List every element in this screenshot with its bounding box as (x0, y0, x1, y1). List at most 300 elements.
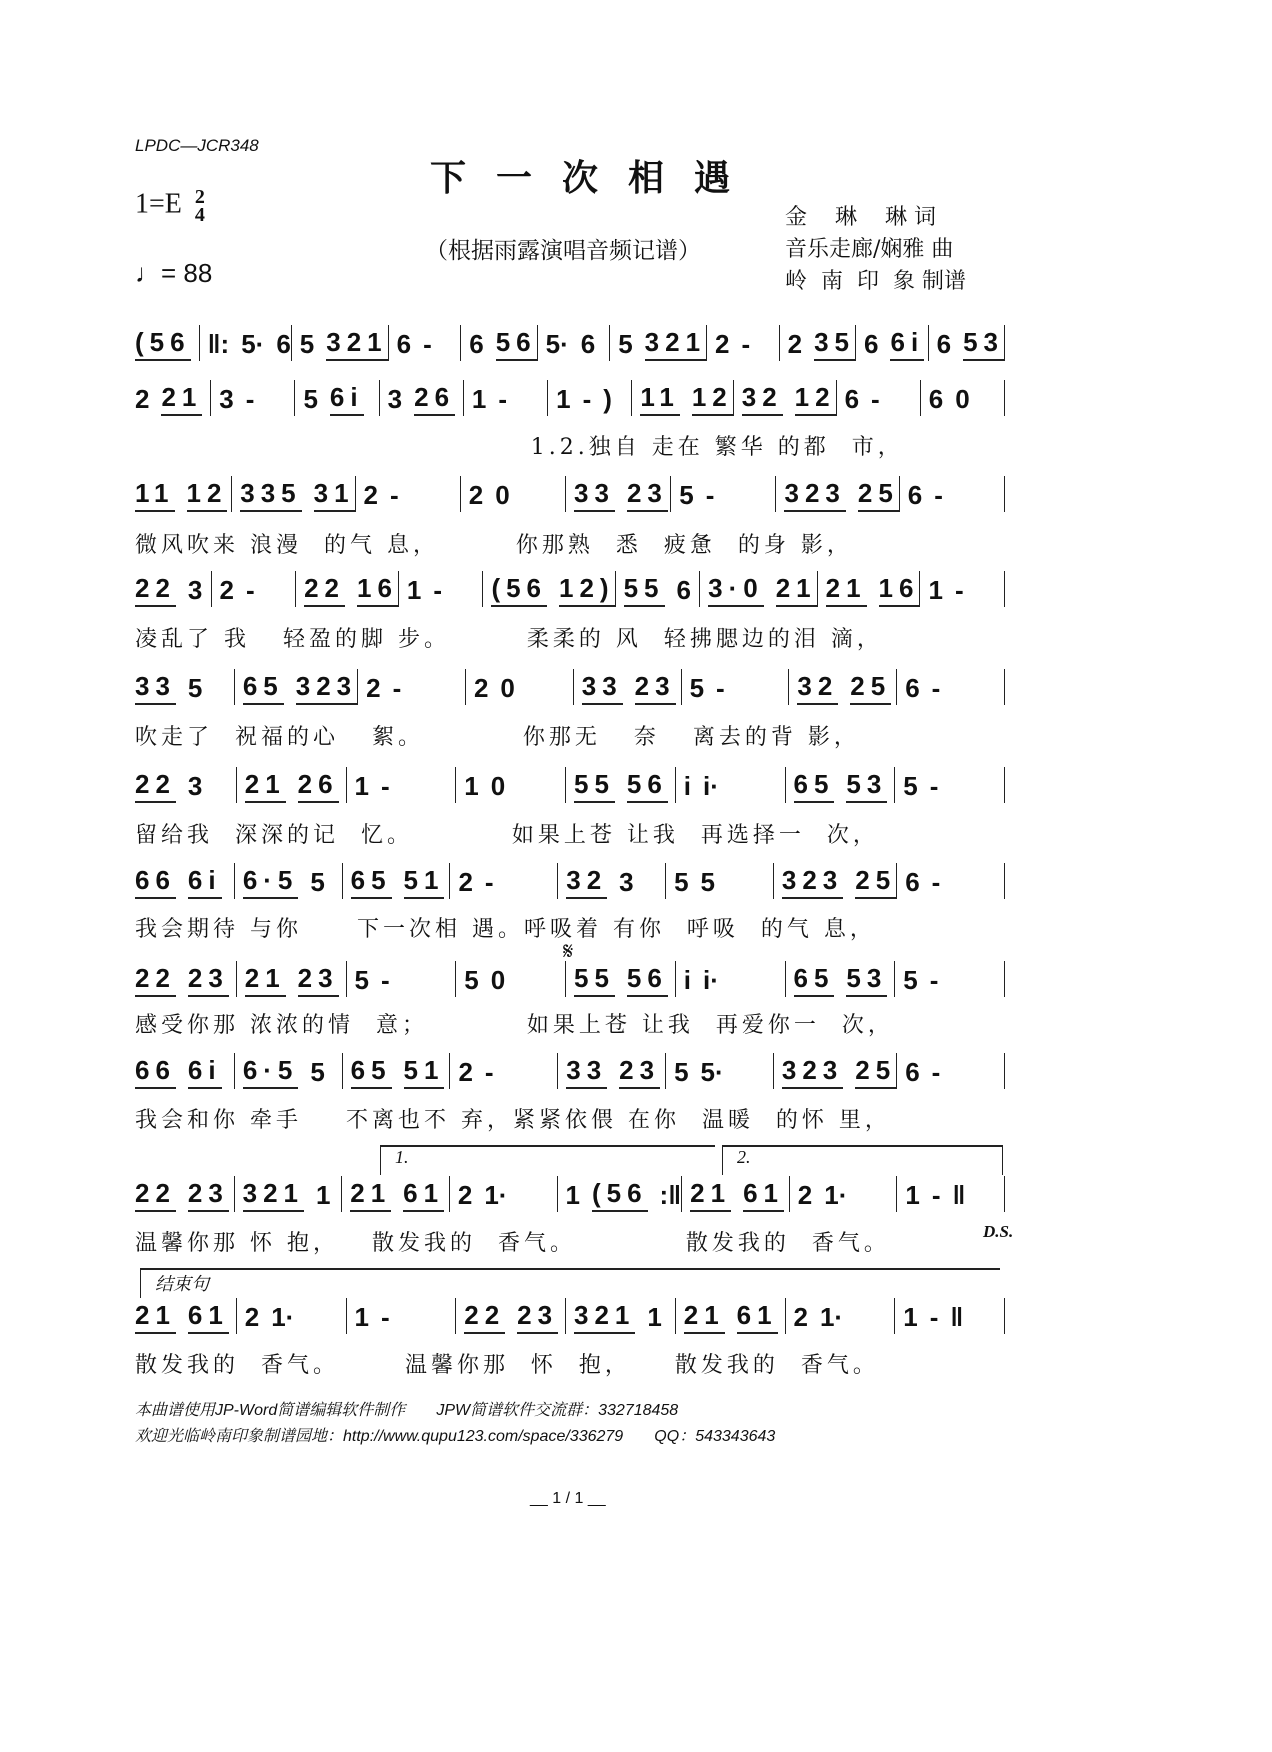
lyric-line: 微风吹来 浪漫 的气 息， 你那熟 悉 疲惫 的身 影， (135, 533, 853, 558)
note-group: (56 (491, 571, 547, 607)
note-group: 6i (890, 325, 924, 361)
note-group: 5 (618, 329, 633, 359)
volta-1: 1. (380, 1145, 715, 1175)
notation-row (135, 1298, 1005, 1334)
note-group: - (390, 480, 399, 510)
note-group: 5 (299, 329, 315, 359)
note-group: 1 (556, 384, 571, 414)
measure (706, 325, 779, 361)
measure (547, 380, 631, 416)
note-group: 6·5 (243, 863, 299, 899)
note-group: 323 (296, 669, 357, 705)
note-group: 1· (271, 1302, 295, 1332)
note-group: 5 (187, 673, 203, 703)
note-group: 22 (135, 961, 176, 997)
footer-line-1: 本曲谱使用JP-Word简谱编辑软件制作 JPW简谱软件交流群：332718458 (135, 1402, 679, 1419)
note-group: 6 (928, 384, 944, 414)
measure (565, 1298, 675, 1334)
measure (665, 863, 773, 899)
note-group: ‖ (952, 1180, 966, 1210)
measure (234, 1053, 342, 1089)
note-group: - (392, 673, 402, 703)
note-group: 3 (387, 384, 403, 414)
note-group: - (484, 867, 494, 897)
lyric-line: 感受你那 浓浓的情 意； 如果上苍 让我 再爱你一 次， (135, 1013, 894, 1038)
page-number: __ 1 / 1 __ (530, 1490, 606, 1507)
measure (231, 476, 354, 512)
note-group: - (931, 867, 941, 897)
note-group: :‖ (659, 1180, 682, 1210)
note-group: 2 (793, 1302, 808, 1332)
measure (785, 961, 895, 997)
note-group: 55 (624, 571, 665, 607)
note-group: 61 (737, 1298, 778, 1334)
measure (357, 669, 465, 705)
note-group: 5 (303, 384, 318, 414)
measure (609, 325, 706, 361)
note-group: - (741, 329, 751, 359)
measure (665, 1053, 773, 1089)
measure (135, 1053, 234, 1089)
note-group: 21 (135, 1298, 176, 1334)
note-group: 65 (243, 669, 284, 705)
note-group: 33 (566, 1053, 607, 1089)
measure (236, 767, 346, 803)
note-group: 53 (846, 961, 887, 997)
notation-row (135, 1176, 1005, 1212)
note-group: 53 (963, 325, 1004, 361)
measure (291, 325, 388, 361)
measure (455, 767, 565, 803)
note-group: 23 (619, 1053, 660, 1089)
note-group: - (929, 965, 939, 995)
note-group: 16 (879, 571, 920, 607)
measure (398, 571, 483, 607)
measure (733, 380, 836, 416)
measure (234, 1176, 342, 1212)
measure (449, 1176, 557, 1212)
note-group: 33 (582, 669, 623, 705)
note-group: 5 (679, 480, 694, 510)
arranger: 岭 南 印 象 制谱 (785, 269, 966, 294)
measure (342, 863, 450, 899)
measure (565, 961, 675, 997)
note-group: 23 (635, 669, 676, 705)
note-group: 321 (326, 325, 387, 361)
note-group: 2 (363, 480, 379, 510)
note-group: 25 (850, 669, 891, 705)
measure (537, 325, 610, 361)
measure (449, 1053, 557, 1089)
measure (565, 767, 675, 803)
lyricist: 金 琳 琳 词 (785, 205, 936, 230)
measure (775, 476, 898, 512)
measure (135, 325, 199, 361)
measure (236, 961, 346, 997)
time-signature (195, 188, 205, 224)
note-group: 16 (357, 571, 398, 607)
time-top: 2 (194, 186, 205, 208)
measure (631, 380, 732, 416)
measure (236, 1298, 346, 1334)
note-group: - (484, 1057, 494, 1087)
note-group: 23 (188, 961, 229, 997)
note-group: ‖ (950, 1302, 964, 1332)
lyric-line: 我会期待 与你 下一次相 遇。呼吸着 有你 呼吸 的气 息， (135, 917, 876, 942)
note-group: 5 (903, 965, 918, 995)
note-group: 12 (795, 380, 836, 416)
note-group: 65 (794, 767, 835, 803)
note-group: 31 (314, 476, 355, 512)
measure (379, 380, 463, 416)
lyric-line: 1.2.独自 走在 繁华 的都 市， (135, 435, 904, 460)
note-group: 6 (864, 329, 879, 359)
note-group: 6i (330, 380, 364, 416)
measure (817, 571, 920, 607)
notation-row (135, 767, 1005, 803)
note-group: 2 (458, 867, 473, 897)
measure (919, 571, 1005, 607)
note-group: 21 (245, 961, 286, 997)
note-group: 21 (776, 571, 817, 607)
note-group: - (929, 771, 939, 801)
score-code: LPDC—JCR348 (135, 136, 259, 155)
note-group: 321 (243, 1176, 304, 1212)
measure (135, 1176, 234, 1212)
measure (199, 325, 291, 361)
measure (460, 476, 565, 512)
note-group: - (246, 575, 255, 605)
note-group: - (931, 1057, 941, 1087)
measure (460, 325, 536, 361)
measure (773, 1053, 896, 1089)
measure (675, 961, 785, 997)
note-group: (56 (592, 1176, 648, 1212)
measure (894, 767, 1005, 803)
note-group: 1 (565, 1180, 580, 1210)
note-group: 26 (414, 380, 455, 416)
note-group: 65 (351, 863, 392, 899)
segno-icon: 𝄋 (563, 938, 574, 965)
measure (894, 1298, 1005, 1334)
measure (785, 767, 895, 803)
note-group: - (931, 673, 941, 703)
measure (482, 571, 614, 607)
measure (211, 571, 296, 607)
note-group: 0 (495, 480, 510, 510)
note-group: 321 (574, 1298, 635, 1334)
measure (135, 571, 211, 607)
note-group: 1 (354, 1302, 369, 1332)
note-group: 1 (905, 1180, 920, 1210)
note-group: 6 (276, 329, 291, 359)
note-group: - (380, 771, 390, 801)
note-group: - (433, 575, 443, 605)
measure (449, 863, 557, 899)
tempo-marking: ♩= 88 (135, 258, 213, 288)
note-group: 12 (187, 476, 228, 512)
note-group: 1 (471, 384, 487, 414)
measure (135, 1298, 236, 1334)
measure (346, 961, 456, 997)
note-group: 2 (135, 384, 150, 414)
note-group: 65 (794, 961, 835, 997)
note-group: - (423, 329, 432, 359)
note-group: 61 (188, 1298, 229, 1334)
measure (210, 380, 294, 416)
note-group: - (929, 1302, 939, 1332)
note-group: 32 (566, 863, 607, 899)
measure (346, 767, 456, 803)
measure (615, 571, 700, 607)
note-group: 1· (484, 1180, 508, 1210)
note-group: (56 (135, 325, 191, 361)
lyric-line: 我会和你 牵手 不离也不 弃，紧紧依偎 在你 温暖 的怀 里， (135, 1108, 891, 1133)
note-group: 55 (574, 961, 615, 997)
measure (135, 863, 234, 899)
note-group: 21 (161, 380, 202, 416)
note-group: 0 (490, 965, 506, 995)
note-group: 2 (366, 673, 381, 703)
note-group: 6·5 (243, 1053, 299, 1089)
measure (855, 325, 928, 361)
measure (681, 669, 789, 705)
note-group: 21 (826, 571, 867, 607)
note-group: 3 (187, 575, 203, 605)
note-group: 1 (464, 771, 479, 801)
key-signature (135, 188, 205, 224)
measure (455, 1298, 565, 1334)
measure (565, 476, 670, 512)
note-group: 22 (135, 767, 176, 803)
lyric-line: 散发我的 香气。 温馨你那 怀 抱， 散发我的 香气。 (135, 1353, 879, 1378)
note-group: 12) (559, 571, 615, 607)
note-group: 22 (464, 1298, 505, 1334)
note-group: 5· (700, 1057, 724, 1087)
note-group: 6 (905, 867, 920, 897)
measure (675, 767, 785, 803)
note-group: ) (603, 384, 612, 414)
measure (896, 1176, 1005, 1212)
measure (789, 1176, 897, 1212)
note-group: 1 (903, 1302, 918, 1332)
note-group: 0 (955, 384, 970, 414)
note-group: - (934, 480, 943, 510)
note-group: 6 (907, 480, 923, 510)
volta-2: 2. (722, 1145, 1003, 1175)
lyric-line: 吹走了 祝福的心 絮。 你那无 奈 离去的背 影， (135, 725, 860, 750)
note-group: - (705, 480, 715, 510)
note-group: 5· (241, 329, 265, 359)
note-group: 1· (824, 1180, 848, 1210)
measure (681, 1176, 789, 1212)
notation-row (135, 380, 1005, 416)
note-group: 56 (627, 961, 668, 997)
note-group: 0 (490, 771, 506, 801)
dal-segno-marking: D.S. (983, 1222, 1014, 1241)
measure (785, 1298, 895, 1334)
note-group: i· (702, 771, 719, 801)
measure (463, 380, 547, 416)
measure (465, 669, 573, 705)
note-group: 6 (580, 329, 596, 359)
notation-row (135, 1053, 1005, 1089)
notation-row (135, 325, 1005, 361)
note-group: 5 (674, 867, 689, 897)
note-group: 23 (627, 476, 668, 512)
note-group: 6 (676, 575, 691, 605)
note-group: 11 (640, 380, 680, 416)
measure (699, 571, 817, 607)
measure (894, 961, 1005, 997)
ending-bracket: 结束句 (140, 1268, 1000, 1298)
note-group: 323 (782, 863, 843, 899)
note-group: 61 (403, 1176, 444, 1212)
note-group: 1 (406, 575, 422, 605)
song-title: 下一次相遇 (430, 157, 761, 199)
note-group: 2 (457, 1180, 473, 1210)
note-group: 23 (188, 1176, 229, 1212)
measure (670, 476, 775, 512)
notation-row (135, 669, 1005, 705)
measure (355, 476, 460, 512)
lyric-line: 凌乱了 我 轻盈的脚 步。 柔柔的 风 轻拂腮边的泪 滴， (135, 627, 883, 652)
note-group: 23 (517, 1298, 558, 1334)
measure (557, 1053, 665, 1089)
note-group: 66 (135, 1053, 176, 1089)
note-group: 2 (787, 329, 803, 359)
note-group: - (954, 575, 964, 605)
note-group: 33 (574, 476, 615, 512)
note-group: - (245, 384, 255, 414)
note-group: - (871, 384, 880, 414)
lyric-line: 留给我 深深的记 忆。 如果上苍 让我 再选择一 次， (135, 823, 879, 848)
note-group: 5 (464, 965, 479, 995)
subtitle: （根据雨露演唱音频记谱） (425, 238, 701, 264)
note-group: i (683, 965, 691, 995)
measure (135, 669, 234, 705)
measure (135, 380, 210, 416)
note-group: 6 (905, 1057, 920, 1087)
measure (346, 1298, 456, 1334)
note-group: 5 (674, 1057, 689, 1087)
note-group: 6i (188, 1053, 222, 1089)
note-group: 5 (689, 673, 705, 703)
note-group: 21 (690, 1176, 731, 1212)
note-group: 25 (858, 476, 899, 512)
note-group: 2 (715, 329, 730, 359)
note-group: 321 (645, 325, 706, 361)
note-group: ‖: (207, 329, 230, 359)
note-group: 65 (351, 1053, 392, 1089)
measure (836, 380, 920, 416)
note-group: 3 (219, 384, 234, 414)
composer: 音乐走廊/娴雅 曲 (785, 237, 954, 262)
note-group: 33 (135, 669, 176, 705)
note-group: 323 (782, 1053, 843, 1089)
measure (135, 961, 236, 997)
note-group: 23 (298, 961, 339, 997)
note-group: 6 (396, 329, 412, 359)
note-group: i (683, 771, 691, 801)
note-group: 5 (310, 867, 325, 897)
measure (234, 863, 342, 899)
note-group: 21 (245, 767, 286, 803)
measure (135, 476, 231, 512)
note-group: 6 (936, 329, 952, 359)
note-group: 21 (350, 1176, 391, 1212)
note-group: 6 (905, 673, 920, 703)
note-group: 56 (627, 767, 668, 803)
note-group: 5 (903, 771, 918, 801)
note-group: 2 (468, 480, 484, 510)
note-group: - (380, 965, 390, 995)
measure (557, 1176, 682, 1212)
note-group: - (582, 384, 592, 414)
note-group: 1· (819, 1302, 844, 1332)
note-group: 2 (473, 673, 489, 703)
note-group: 3 (619, 867, 634, 897)
note-group: 5 (700, 867, 715, 897)
note-group: 0 (500, 673, 515, 703)
key-label: 1=E (135, 188, 182, 220)
note-group: 5 (310, 1057, 325, 1087)
note-group: 61 (743, 1176, 784, 1212)
note-group: - (380, 1302, 390, 1332)
note-group: 66 (135, 863, 176, 899)
note-group: 6 (844, 384, 860, 414)
measure (295, 571, 398, 607)
measure (779, 325, 855, 361)
note-group: 323 (784, 476, 845, 512)
measure (675, 1298, 785, 1334)
measure (920, 380, 1005, 416)
note-group: 11 (135, 476, 175, 512)
note-group: 5· (545, 329, 569, 359)
measure (388, 325, 461, 361)
measure (294, 380, 378, 416)
footer-line-2: 欢迎光临岭南印象制谱园地：http://www.qupu123.com/space/336279 QQ：543343643 (135, 1428, 776, 1445)
note-group: 1 (647, 1302, 662, 1332)
note-group: 53 (846, 767, 887, 803)
measure (341, 1176, 449, 1212)
note-group: i· (702, 965, 719, 995)
note-group: 2 (797, 1180, 813, 1210)
note-group: 3 (187, 771, 203, 801)
note-group: 22 (135, 571, 176, 607)
measure (899, 476, 1005, 512)
measure (342, 1053, 450, 1089)
note-group: 3·0 (708, 571, 764, 607)
notation-row (135, 476, 1005, 512)
note-group: 1 (928, 575, 943, 605)
note-group: 22 (304, 571, 345, 607)
note-group: 25 (855, 1053, 896, 1089)
notation-row (135, 863, 1005, 899)
measure (928, 325, 1005, 361)
note-group: 22 (135, 1176, 176, 1212)
measure (773, 863, 896, 899)
note-group: 335 (240, 476, 301, 512)
note-group: 6 (469, 329, 484, 359)
note-group: 21 (684, 1298, 725, 1334)
notation-row (135, 961, 1005, 997)
note-group: 12 (692, 380, 733, 416)
note-group: 51 (404, 1053, 445, 1089)
note-group: - (931, 1180, 941, 1210)
note-group: 51 (404, 863, 445, 899)
measure (896, 863, 1005, 899)
